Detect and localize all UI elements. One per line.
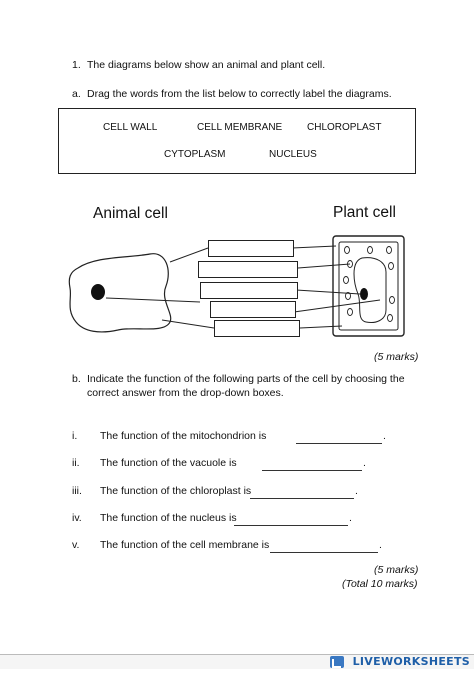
- function-num-ii: ii.: [72, 457, 80, 469]
- word-cytoplasm[interactable]: CYTOPLASM: [164, 149, 226, 160]
- function-num-i: i.: [72, 430, 78, 442]
- question-number: 1.: [72, 59, 81, 71]
- liveworksheets-logo[interactable]: LIVEWORKSHEETS: [352, 655, 470, 668]
- function-end-iii: .: [355, 485, 358, 497]
- part-a-letter: a.: [72, 88, 81, 100]
- dropdown-chloroplast[interactable]: [250, 484, 354, 499]
- drop-box-1[interactable]: [208, 240, 294, 257]
- total-marks: (Total 10 marks): [342, 578, 418, 590]
- footer-bar: [0, 654, 474, 669]
- function-num-v: v.: [72, 539, 80, 551]
- part-b-line2: correct answer from the drop-down boxes.: [87, 387, 284, 399]
- drop-box-5[interactable]: [214, 320, 300, 337]
- plant-cell-title: Plant cell: [333, 204, 396, 221]
- dropdown-vacuole[interactable]: [262, 456, 362, 471]
- dropdown-mitochondrion[interactable]: [296, 429, 382, 444]
- plant-cell-wall: [333, 236, 404, 336]
- dropdown-cell-membrane[interactable]: [270, 538, 378, 553]
- drop-box-3[interactable]: [200, 282, 298, 299]
- function-end-ii: .: [363, 457, 366, 469]
- animal-cell-title: Animal cell: [93, 205, 168, 222]
- part-b-line1: Indicate the function of the following parts of the cell by choosing the: [87, 373, 405, 385]
- word-nucleus[interactable]: NUCLEUS: [269, 149, 317, 160]
- marks-part-b: (5 marks): [374, 564, 419, 576]
- animal-nucleus: [91, 284, 105, 300]
- drop-box-2[interactable]: [198, 261, 298, 278]
- function-text-chloroplast: The function of the chloroplast is: [100, 485, 252, 497]
- function-text-nucleus: The function of the nucleus is: [100, 512, 237, 524]
- dropdown-nucleus[interactable]: [234, 511, 348, 526]
- function-text-vacuole: The function of the vacuole is: [100, 457, 237, 469]
- word-chloroplast[interactable]: CHLOROPLAST: [307, 122, 382, 133]
- question-text: The diagrams below show an animal and plant cell.: [87, 59, 326, 71]
- function-num-iii: iii.: [72, 485, 82, 497]
- marks-part-a: (5 marks): [374, 351, 419, 363]
- plant-nucleus: [360, 288, 368, 300]
- liveworksheets-logo-icon: [330, 656, 344, 668]
- drop-box-4[interactable]: [210, 301, 296, 318]
- function-end-v: .: [379, 539, 382, 551]
- part-a-instructions: Drag the words from the list below to correctly label the diagrams.: [87, 88, 392, 100]
- function-text-cell-membrane: The function of the cell membrane is: [100, 539, 270, 551]
- word-cell-wall[interactable]: CELL WALL: [103, 122, 158, 133]
- function-num-iv: iv.: [72, 512, 82, 524]
- function-end-i: .: [383, 430, 386, 442]
- animal-cell-outline: [69, 254, 170, 332]
- word-cell-membrane[interactable]: CELL MEMBRANE: [197, 122, 283, 133]
- function-end-iv: .: [349, 512, 352, 524]
- function-text-mitochondrion: The function of the mitochondrion is: [100, 430, 267, 442]
- part-b-letter: b.: [72, 373, 81, 385]
- plant-vacuole: [354, 258, 386, 323]
